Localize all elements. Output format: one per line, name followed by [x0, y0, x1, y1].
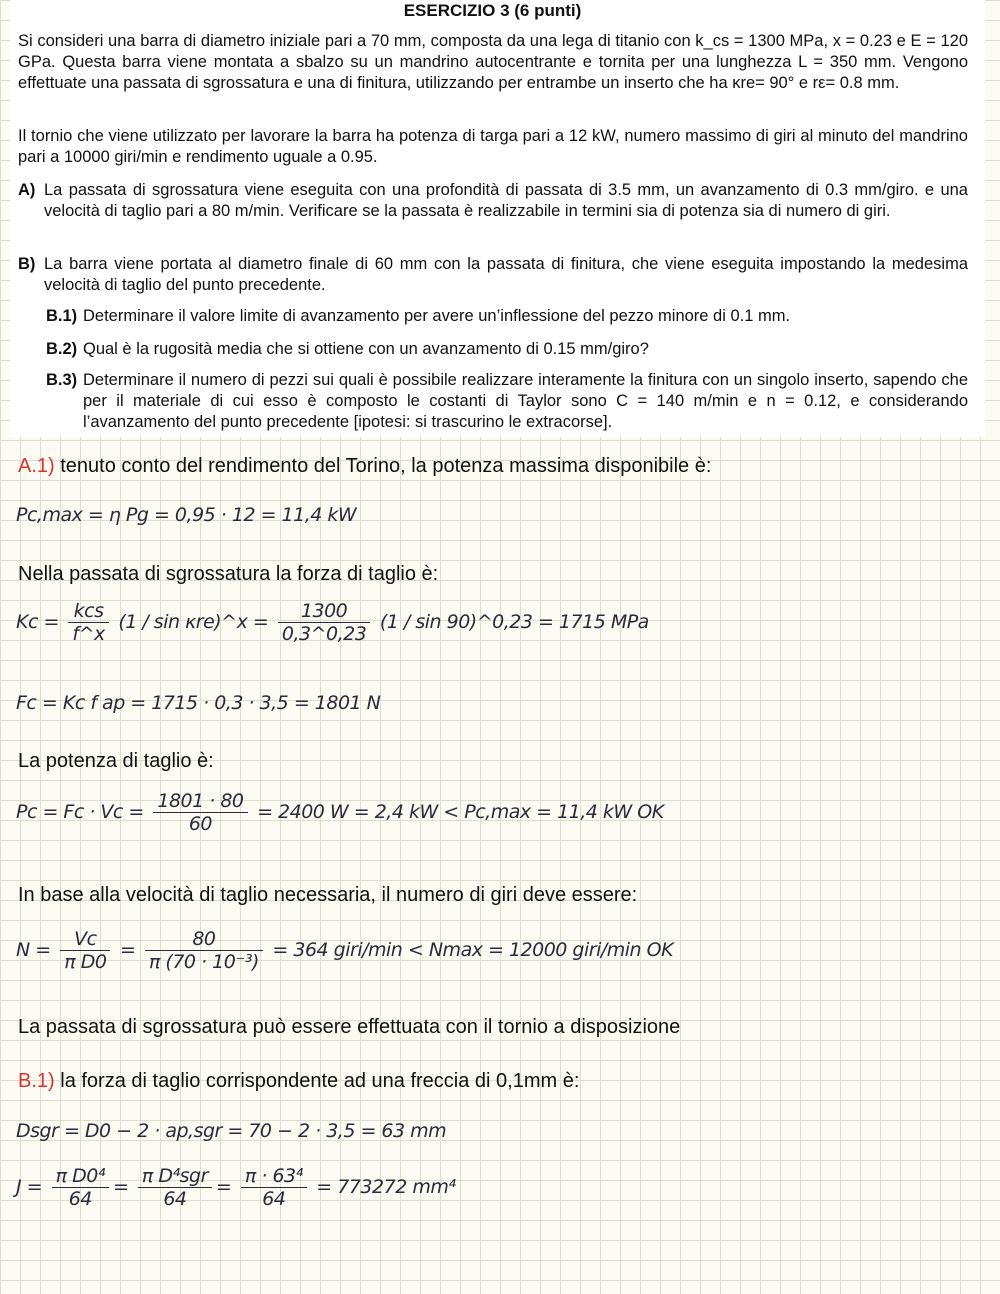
kc-result: = 1715 MPa — [537, 611, 649, 633]
n-fraction-2 — [145, 928, 263, 973]
question-b3-label: B.3) — [46, 371, 78, 389]
question-a-text: La passata di sgrossatura viene eseguita con una profondità di passata di 3.5 mm, un avanzamento di 0.3 mm/giro. e una velocità di taglio pari a 80 m/min. Verificare se la passata è realizzabile in termini sia di potenza sia di numero di giri. — [44, 181, 968, 220]
exercise-title: ESERCIZIO 3 (6 punti) — [403, 1, 582, 20]
text-conclusione: La passata di sgrossatura può essere effettuata con il tornio a disposizione — [18, 1016, 681, 1038]
j-fraction-1-den: 64 — [68, 1188, 92, 1210]
question-b — [18, 254, 968, 296]
pc-fraction-den: 60 — [188, 813, 213, 835]
kc-fraction-2 — [278, 600, 370, 645]
j-fraction-1-num: π D0⁴ — [52, 1165, 109, 1188]
question-b1 — [46, 306, 968, 327]
j-fraction-3 — [241, 1165, 307, 1210]
kc-fraction-2-num: 1300 — [278, 600, 370, 623]
n-fraction-2-num: 80 — [145, 928, 263, 951]
solution-a1-text: tenuto conto del rendimento del Torino, la potenza massima disponibile è: — [54, 455, 712, 477]
solution-a1-label: A.1) — [18, 455, 55, 477]
j-fraction-2-num: π D⁴sgr — [138, 1165, 212, 1188]
pc-rhs: = 2400 W = 2,4 kW < Pc,max = 11,4 kW OK — [257, 801, 664, 823]
question-b-label: B) — [18, 255, 36, 273]
pc-fraction-num: 1801 · 80 — [153, 790, 247, 813]
solution-a1-heading — [18, 453, 711, 479]
j-fraction-2 — [138, 1165, 212, 1210]
equation-n — [16, 928, 673, 973]
kc-fraction-1 — [68, 600, 108, 645]
question-b3 — [46, 370, 968, 433]
kc-sin-term-2: (1 / sin 90)^0,23 — [379, 611, 533, 633]
text-forza-taglio: Nella passata di sgrossatura la forza di taglio è: — [18, 563, 439, 585]
kc-lhs: Kc = — [16, 611, 59, 633]
kc-sin-term-1: (1 / sin κre)^x = — [118, 611, 269, 633]
question-a — [18, 180, 968, 222]
question-a-label: A) — [18, 181, 36, 199]
equation-j: J = $\frac{\text{π D0⁴}}{64}$ = $\frac{\text{π D⁴sgr}}{64}$ = $\frac{\text{π · 63⁴}}{64}$ = 773272 mm⁴ — [16, 1165, 456, 1210]
n-rhs: = 364 giri/min < Nmax = 12000 giri/min OK — [272, 939, 674, 961]
n-fraction-1-num: Vc — [60, 928, 110, 951]
n-lhs: N = — [16, 939, 51, 961]
kc-fraction-2-den: 0,3^0,23 — [281, 623, 367, 645]
j-rhs: = 773272 mm⁴ — [316, 1176, 456, 1198]
question-b2-text: Qual è la rugosità media che si ottiene con un avanzamento di 0.15 mm/giro? — [83, 340, 649, 358]
text-potenza-taglio: La potenza di taglio è: — [18, 750, 214, 772]
text-numero-giri: In base alla velocità di taglio necessaria, il numero di giri deve essere: — [18, 884, 638, 906]
n-fraction-2-den: π (70 · 10⁻³) — [148, 951, 259, 973]
j-lhs: J = — [16, 1176, 43, 1198]
equation-pmax: Pc,max = η Pg = 0,95 · 12 = 11,4 kW — [16, 504, 357, 526]
j-fraction-3-den: 64 — [262, 1188, 286, 1210]
j-fraction-3-num: π · 63⁴ — [241, 1165, 307, 1188]
equation-kc — [16, 600, 649, 645]
solution-b1-text: la forza di taglio corrispondente ad una freccia di 0,1mm è: — [54, 1070, 580, 1092]
pc-lhs: Pc = Fc · Vc = — [16, 801, 144, 823]
intro-paragraph-2: Il tornio che viene utilizzato per lavorare la barra ha potenza di targa pari a 12 kW, numero massimo di giri al minuto del mandrino pari a 10000 giri/min e rendimento uguale a 0.95. — [18, 127, 968, 166]
equation-pc — [16, 790, 664, 835]
kc-fraction-1-den: f^x — [72, 623, 105, 645]
kc-fraction-1-num: kcs — [68, 600, 108, 623]
j-fraction-1 — [52, 1165, 109, 1210]
solution-b1-heading — [18, 1068, 579, 1094]
intro-paragraph-1: Si consideri una barra di diametro iniziale pari a 70 mm, composta da una lega di titanio con k_cs = 1300 MPa, x = 0.23 e E = 120 GPa. Questa barra viene montata a sbalzo su un mandrino autocentrante e tornita per una lunghezza L = 350 mm. Vengono effettuate una passata di sgrossatura e una di finitura, utilizzando per entrambe un inserto che ha κre= 90° e rε= 0.8 mm. — [18, 32, 968, 92]
equation-dsgr: Dsgr = D0 − 2 · ap,sgr = 70 − 2 · 3,5 = 63 mm — [16, 1120, 447, 1142]
solution-b1-label: B.1) — [18, 1070, 55, 1092]
question-b3-text: Determinare il numero di pezzi sui quali è possibile realizzare interamente la finitura con un singolo inserto, sapendo che per il materiale di cui esso è composto le costanti di Taylor sono C = 140 m/min e n = 0.12, e considerando l’avanzamento del punto precedente [ipotesi: si trascurino le extracorse]. — [83, 371, 968, 431]
pc-fraction — [153, 790, 247, 835]
n-equals: = — [119, 939, 136, 961]
question-b1-text: Determinare il valore limite di avanzamento per avere un’inflessione del pezzo minore di 0.1 mm. — [83, 307, 791, 325]
n-fraction-1-den: π D0 — [64, 951, 107, 973]
n-fraction-1 — [60, 928, 110, 973]
equation-fc: Fc = Kc f ap = 1715 · 0,3 · 3,5 = 1801 N — [16, 692, 381, 714]
j-fraction-2-den: 64 — [163, 1188, 187, 1210]
question-b2 — [46, 339, 968, 360]
question-b1-label: B.1) — [46, 307, 78, 325]
question-b-text: La barra viene portata al diametro finale di 60 mm con la passata di finitura, che viene eseguita impostando la medesima velocità di taglio del punto precedente. — [44, 255, 968, 294]
question-b2-label: B.2) — [46, 340, 78, 358]
